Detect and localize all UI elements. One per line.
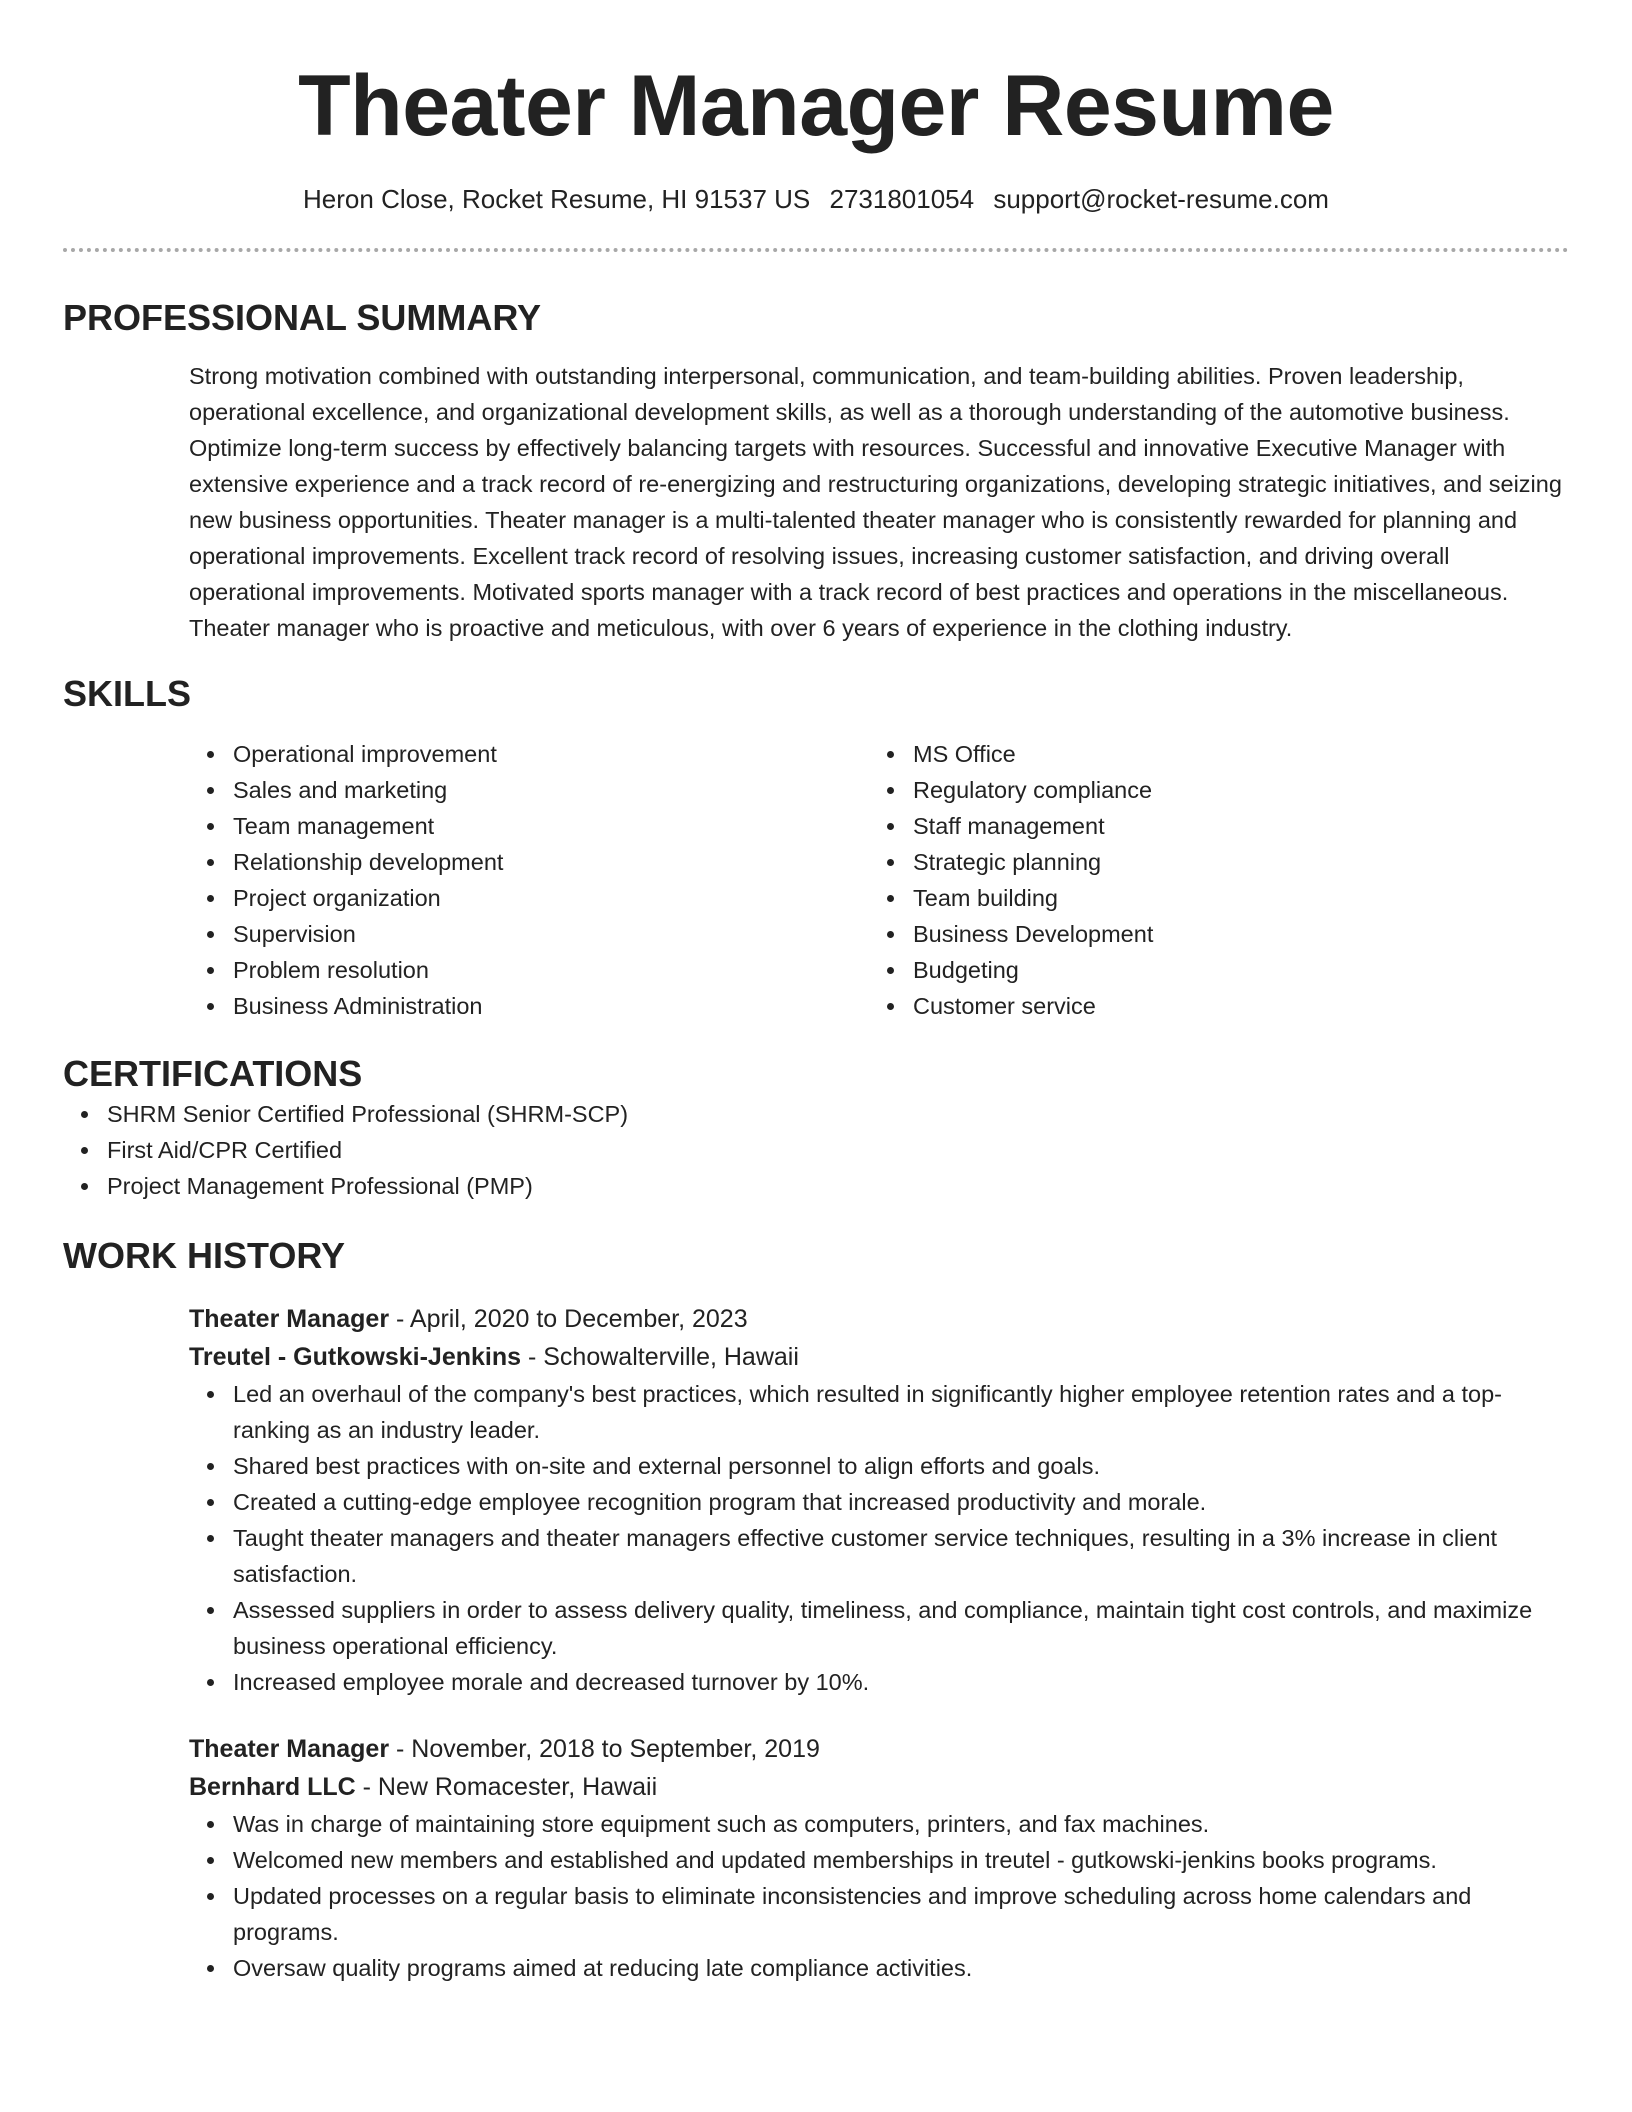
skill-item: Budgeting: [869, 952, 1549, 988]
job-entry: [189, 1300, 1569, 1700]
certifications-list: [63, 1096, 1569, 1204]
skills-grid: [189, 736, 1569, 1024]
resume-title: Theater Manager Resume: [298, 58, 1334, 154]
contact-phone: 2731801054: [829, 184, 975, 214]
job-bullet: Led an overhaul of the company's best practices, which resulted in significantly higher employee retention rates and a top-ranking as an industry leader.: [189, 1376, 1569, 1448]
job-bullet: Welcomed new members and established and updated memberships in treutel - gutkowski-jenkins books programs.: [189, 1842, 1569, 1878]
skill-item: Project organization: [189, 880, 869, 916]
job-dates: - April, 2020 to December, 2023: [389, 1305, 748, 1333]
skill-item: Team management: [189, 808, 869, 844]
header-divider: [63, 248, 1569, 252]
skills-section: [63, 672, 1569, 1024]
job-company-line: [189, 1768, 1569, 1806]
job-title-line: [189, 1300, 1569, 1338]
job-title: Theater Manager: [189, 1735, 390, 1763]
certification-item: SHRM Senior Certified Professional (SHRM-SCP): [63, 1096, 1569, 1132]
skills-column-right: [869, 736, 1549, 1024]
summary-heading: PROFESSIONAL SUMMARY: [63, 297, 542, 338]
skill-item: Relationship development: [189, 844, 869, 880]
job-company-line: [189, 1338, 1569, 1376]
job-location: - Schowalterville, Hawaii: [521, 1343, 799, 1371]
certification-item: First Aid/CPR Certified: [63, 1132, 1569, 1168]
certification-item: Project Management Professional (PMP): [63, 1168, 1569, 1204]
skill-item: Problem resolution: [189, 952, 869, 988]
skills-heading: SKILLS: [63, 673, 192, 714]
summary-section: [63, 296, 1569, 646]
job-bullet: Created a cutting-edge employee recognition program that increased productivity and morale.: [189, 1484, 1569, 1520]
job-title-line: [189, 1730, 1569, 1768]
job-bullet: Assessed suppliers in order to assess delivery quality, timeliness, and compliance, maintain tight cost controls, and maximize business operational efficiency.: [189, 1592, 1569, 1664]
skill-item: Sales and marketing: [189, 772, 869, 808]
contact-email: support@rocket-resume.com: [993, 184, 1329, 214]
skill-item: Regulatory compliance: [869, 772, 1549, 808]
job-bullet: Updated processes on a regular basis to eliminate inconsistencies and improve scheduling across home calendars and programs.: [189, 1878, 1569, 1950]
skill-item: Operational improvement: [189, 736, 869, 772]
skill-item: MS Office: [869, 736, 1549, 772]
skill-item: Business Administration: [189, 988, 869, 1024]
job-bullet: Taught theater managers and theater managers effective customer service techniques, resulting in a 3% increase in client satisfaction.: [189, 1520, 1569, 1592]
certifications-heading: CERTIFICATIONS: [63, 1053, 363, 1094]
skill-item: Strategic planning: [869, 844, 1549, 880]
job-bullet-list: [189, 1376, 1569, 1700]
work-history-section: [63, 1234, 1569, 1986]
skill-item: Team building: [869, 880, 1549, 916]
skills-column-left: [189, 736, 869, 1024]
job-company: Bernhard LLC: [189, 1773, 356, 1801]
skill-item: Staff management: [869, 808, 1549, 844]
skill-item: Business Development: [869, 916, 1549, 952]
job-bullet: Oversaw quality programs aimed at reducing late compliance activities.: [189, 1950, 1569, 1986]
summary-text: Strong motivation combined with outstanding interpersonal, communication, and team-building abilities. Proven leadership, operational excellence, and organizational development skills, as well as a thorough understanding of the automotive business. Optimize long-term success by effectively balancing targets with resources. Successful and innovative Executive Manager with extensive experience and a track record of re-energizing and restructuring organizations, developing strategic initiatives, and seizing new business opportunities. Theater manager is a multi-talented theater manager who is consistently rewarded for planning and operational improvements. Excellent track record of resolving issues, increasing customer satisfaction, and driving overall operational improvements. Motivated sports manager with a track record of best practices and operations in the miscellaneous. Theater manager who is proactive and meticulous, with over 6 years of experience in the clothing industry.: [189, 363, 1562, 641]
certifications-section: [63, 1052, 1569, 1204]
work-history-heading: WORK HISTORY: [63, 1235, 346, 1276]
job-entry: [189, 1730, 1569, 1986]
job-location: - New Romacester, Hawaii: [355, 1773, 658, 1801]
contact-info: [63, 182, 1569, 216]
job-bullet: Was in charge of maintaining store equipment such as computers, printers, and fax machines.: [189, 1806, 1569, 1842]
skills-list-right: [869, 736, 1549, 1024]
skills-list-left: [189, 736, 869, 1024]
job-dates: - November, 2018 to September, 2019: [389, 1735, 820, 1763]
contact-address: Heron Close, Rocket Resume, HI 91537 US: [303, 184, 811, 214]
skill-item: Customer service: [869, 988, 1549, 1024]
job-company: Treutel - Gutkowski-Jenkins: [189, 1343, 522, 1371]
job-bullet-list: [189, 1806, 1569, 1986]
job-bullet: Increased employee morale and decreased turnover by 10%.: [189, 1664, 1569, 1700]
skill-item: Supervision: [189, 916, 869, 952]
job-title: Theater Manager: [189, 1305, 390, 1333]
job-bullet: Shared best practices with on-site and external personnel to align efforts and goals.: [189, 1448, 1569, 1484]
